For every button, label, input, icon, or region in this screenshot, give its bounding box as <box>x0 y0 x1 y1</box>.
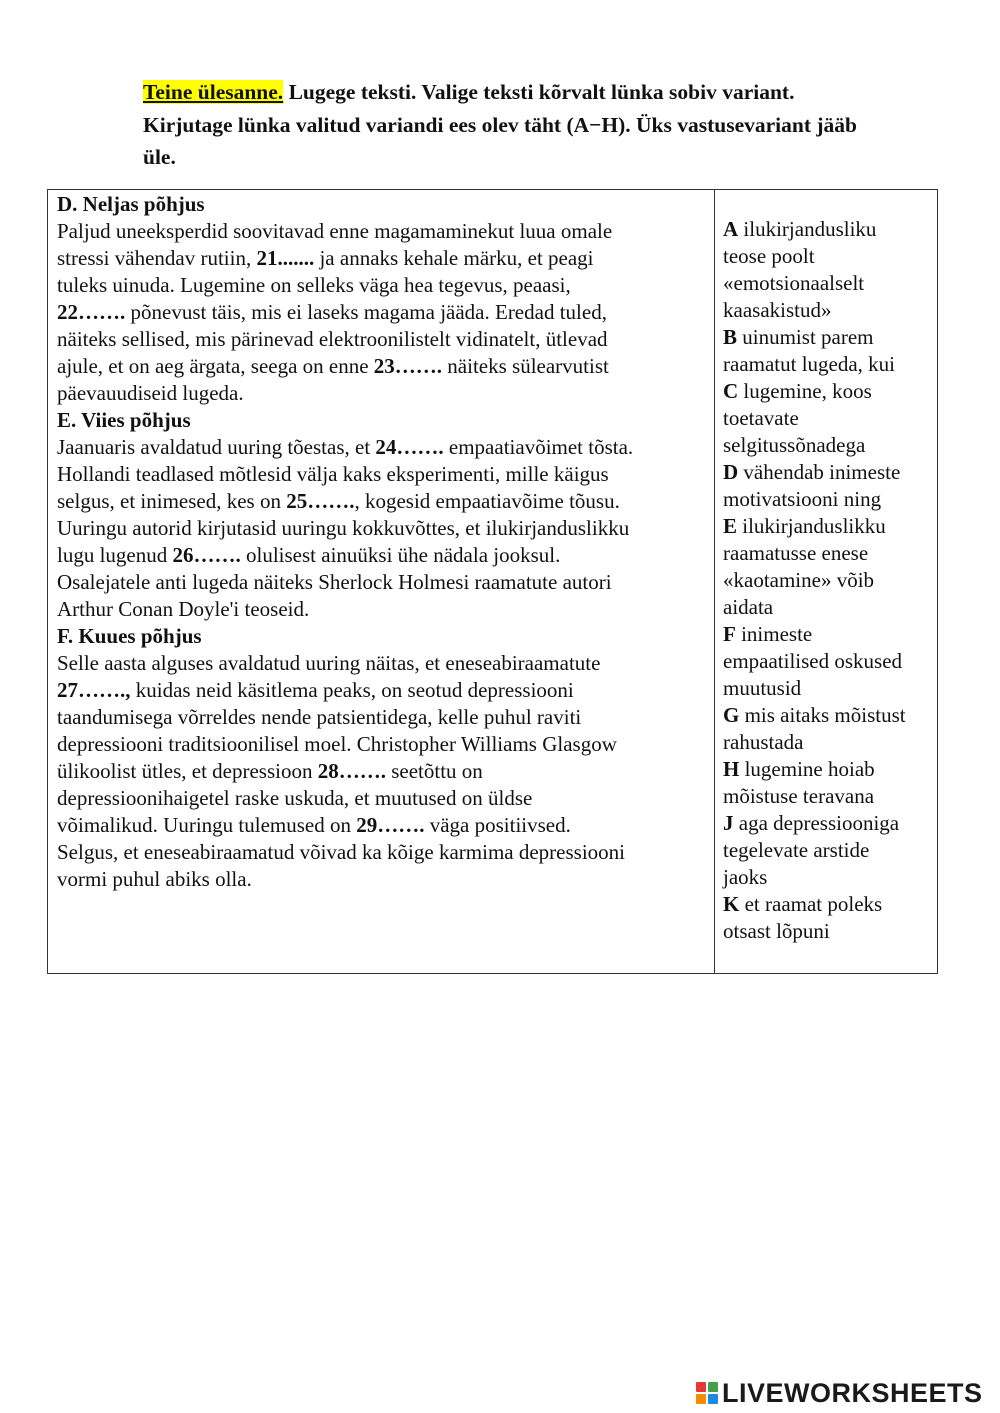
text-line <box>57 299 712 326</box>
option-text: rahustada <box>723 730 804 754</box>
gap-marker: 26……. <box>172 543 241 567</box>
option-text: ilukirjandusliku <box>738 217 877 241</box>
text-segment: väga positiivsed. <box>424 813 571 837</box>
text-segment: depressiooni traditsioonilisel moel. Christopher Williams Glasgow <box>57 732 617 756</box>
option-h <box>723 756 935 810</box>
option-text: toetavate <box>723 406 799 430</box>
logo-icon <box>696 1382 718 1404</box>
option-g <box>723 702 935 756</box>
option-letter: F <box>723 622 736 646</box>
text-line <box>57 758 712 785</box>
text-segment: Selgus, et eneseabiraamatud võivad ka kõige karmima depressiooni <box>57 840 625 864</box>
option-text: mis aitaks mõistust <box>739 703 906 727</box>
option-line <box>723 729 935 756</box>
text-segment: depressioonihaigetel raske uskuda, et muutused on üldse <box>57 786 533 810</box>
logo-text: LIVEWORKSHEETS <box>722 1377 983 1408</box>
text-line <box>57 353 712 380</box>
option-line <box>723 783 935 810</box>
option-text: vähendab inimeste <box>738 460 901 484</box>
option-text: inimeste <box>735 622 813 646</box>
text-segment: Selle aasta alguses avaldatud uuring näitas, et eneseabiraamatute <box>57 651 601 675</box>
option-text: jaoks <box>723 865 768 889</box>
option-line <box>723 621 935 648</box>
text-line <box>57 515 712 542</box>
gap-marker: 25……. <box>286 489 355 513</box>
logo-square <box>708 1394 718 1404</box>
option-letter: D <box>723 460 739 484</box>
text-line <box>57 542 712 569</box>
text-segment: , kogesid empaatiavõime tõusu. <box>354 489 620 513</box>
option-f <box>723 621 935 702</box>
logo-square <box>696 1382 706 1392</box>
option-letter: A <box>723 217 739 241</box>
text-segment: empaatiavõimet tõsta. <box>443 435 634 459</box>
option-line <box>723 324 935 351</box>
instructions-line-3: üle. <box>143 145 176 169</box>
text-segment: Jaanuaris avaldatud uuring tõestas, et <box>57 435 376 459</box>
option-e <box>723 513 935 621</box>
option-line <box>723 891 935 918</box>
option-text: «kaotamine» võib <box>723 568 875 592</box>
gap-marker: 23……. <box>373 354 443 378</box>
option-line <box>723 459 935 486</box>
text-line <box>57 218 712 245</box>
option-letter: C <box>723 379 739 403</box>
option-text: ilukirjanduslikku <box>737 514 886 538</box>
option-line <box>723 540 935 567</box>
option-line <box>723 648 935 675</box>
text-segment: selgus, et inimesed, kes on <box>57 489 287 513</box>
option-text: tegelevate arstide <box>723 838 870 862</box>
option-text: aga depressiooniga <box>733 811 900 835</box>
option-text: muutusid <box>723 676 802 700</box>
text-segment: vormi puhul abiks olla. <box>57 867 252 891</box>
text-segment: ülikoolist ütles, et depressioon <box>57 759 318 783</box>
option-a <box>723 216 935 324</box>
logo-square <box>708 1382 718 1392</box>
option-d <box>723 459 935 513</box>
text-segment: seetõttu on <box>385 759 483 783</box>
option-line <box>723 702 935 729</box>
option-text: motivatsiooni ning <box>723 487 882 511</box>
option-line <box>723 378 935 405</box>
option-letter: H <box>723 757 740 781</box>
option-text: raamatut lugeda, kui <box>723 352 896 376</box>
text-line <box>57 326 712 353</box>
option-text: aidata <box>723 595 774 619</box>
text-line <box>57 596 712 623</box>
option-text: lugemine hoiab <box>739 757 875 781</box>
liveworksheets-logo <box>696 1375 983 1411</box>
task-title-highlight: Teine ülesanne. <box>143 80 284 104</box>
text-segment: taandumisega võrreldes nende patsientidega, kelle puhul raviti <box>57 705 582 729</box>
text-segment: Hollandi teadlased mõtlesid välja kaks eksperimenti, mille käigus <box>57 462 609 486</box>
gap-marker: 22……. <box>57 300 126 324</box>
option-j <box>723 810 935 891</box>
text-line <box>57 272 712 299</box>
text-segment: olulisest ainuüksi ühe nädala jooksul. <box>240 543 561 567</box>
gap-marker: 29……. <box>356 813 425 837</box>
option-line <box>723 405 935 432</box>
option-b <box>723 324 935 378</box>
text-line <box>57 866 712 893</box>
text-segment: kuidas neid käsitlema peaks, on seotud depressiooni <box>130 678 574 702</box>
option-line <box>723 270 935 297</box>
option-line <box>723 594 935 621</box>
text-segment: ja annaks kehale märku, et peagi <box>314 246 594 270</box>
options-column <box>723 216 935 945</box>
gap-marker: 28……. <box>317 759 386 783</box>
option-letter: E <box>723 514 738 538</box>
option-line <box>723 216 935 243</box>
text-line <box>57 839 712 866</box>
text-segment: lugu lugenud <box>57 543 173 567</box>
text-line <box>57 569 712 596</box>
option-letter: K <box>723 892 740 916</box>
option-line <box>723 486 935 513</box>
option-letter: B <box>723 325 738 349</box>
option-line <box>723 567 935 594</box>
option-text: raamatusse enese <box>723 541 869 565</box>
option-text: «emotsionaalselt <box>723 271 865 295</box>
logo-square <box>696 1394 706 1404</box>
option-line <box>723 432 935 459</box>
text-segment: ajule, et on aeg ärgata, seega on enne <box>57 354 374 378</box>
option-text: mõistuse teravana <box>723 784 875 808</box>
option-k <box>723 891 935 945</box>
option-text: et raamat poleks <box>739 892 883 916</box>
instructions-line-1 <box>143 76 943 109</box>
column-divider <box>714 190 715 973</box>
text-line <box>57 488 712 515</box>
option-text: lugemine, koos <box>738 379 872 403</box>
option-line <box>723 675 935 702</box>
instructions-line-2: Kirjutage lünka valitud variandi ees olev täht (A−H). Üks vastusevariant jääb <box>143 112 858 137</box>
text-column <box>57 191 712 893</box>
section-heading: F. Kuues põhjus <box>57 624 202 648</box>
text-line <box>57 812 712 839</box>
text-line <box>57 650 712 677</box>
text-segment: võimalikud. Uuringu tulemused on <box>57 813 357 837</box>
text-segment: Arthur Conan Doyle'i teoseid. <box>57 597 310 621</box>
option-line <box>723 837 935 864</box>
text-segment: Osalejatele anti lugeda näiteks Sherlock Holmesi raamatute autori <box>57 570 612 594</box>
text-segment: tuleks uinuda. Lugemine on selleks väga hea tegevus, peaasi, <box>57 273 571 297</box>
text-segment: näiteks sülearvutist <box>442 354 609 378</box>
text-line <box>57 731 712 758</box>
option-line <box>723 297 935 324</box>
section-heading: E. Viies põhjus <box>57 408 191 432</box>
option-text: empaatilised oskused <box>723 649 903 673</box>
text-segment: stressi vähendav rutiin, <box>57 246 257 270</box>
option-line <box>723 351 935 378</box>
gap-marker: 27……., <box>57 678 131 702</box>
instructions-text-1: Lugege teksti. Valige teksti kõrvalt lünka sobiv variant. <box>283 80 795 104</box>
text-line <box>57 785 712 812</box>
task-instructions <box>143 76 943 174</box>
option-text: selgitussõnadega <box>723 433 866 457</box>
gap-marker: 24……. <box>375 435 444 459</box>
task-table <box>47 189 938 974</box>
option-line <box>723 513 935 540</box>
text-segment: Paljud uneeksperdid soovitavad enne magamaminekut luua omale <box>57 219 613 243</box>
option-line <box>723 864 935 891</box>
text-segment: Uuringu autorid kirjutasid uuringu kokkuvõttes, et ilukirjanduslikku <box>57 516 630 540</box>
section-heading: D. Neljas põhjus <box>57 192 205 216</box>
option-text: otsast lõpuni <box>723 919 830 943</box>
text-line <box>57 380 712 407</box>
option-line <box>723 756 935 783</box>
option-c <box>723 378 935 459</box>
option-line <box>723 918 935 945</box>
option-text: teose poolt <box>723 244 815 268</box>
text-segment: näiteks sellised, mis pärinevad elektroonilistelt vidinatelt, ütlevad <box>57 327 608 351</box>
text-line <box>57 704 712 731</box>
text-segment: põnevust täis, mis ei laseks magama jääda. Eredad tuled, <box>125 300 607 324</box>
option-letter: J <box>723 811 734 835</box>
text-line <box>57 461 712 488</box>
option-letter: G <box>723 703 740 727</box>
option-text: uinumist parem <box>737 325 874 349</box>
option-text: kaasakistud» <box>723 298 832 322</box>
text-line <box>57 434 712 461</box>
option-line <box>723 810 935 837</box>
option-line <box>723 243 935 270</box>
gap-marker: 21....... <box>256 246 315 270</box>
text-line <box>57 245 712 272</box>
text-segment: päevauudiseid lugeda. <box>57 381 244 405</box>
text-line <box>57 677 712 704</box>
